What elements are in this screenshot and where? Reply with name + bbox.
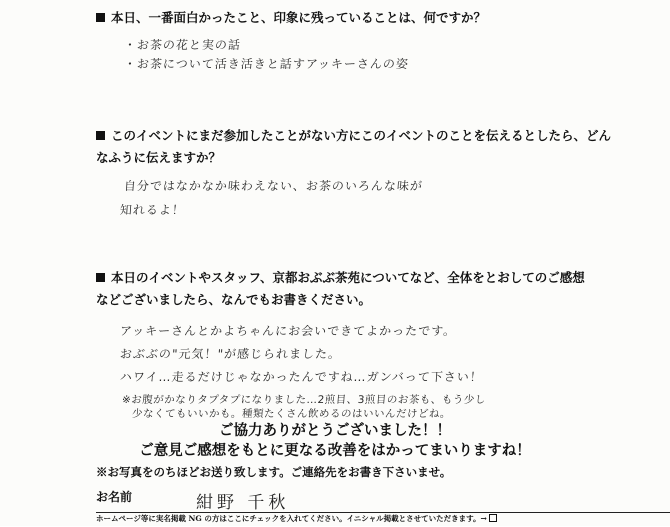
answer-1-line-1: ・お茶の花と実の話 [123, 38, 242, 52]
answer-2-line-1: 自分ではなかなか味わえない、お茶のいろんな味が [123, 179, 424, 193]
thanks-line-1: ご協力ありがとうございました！！ [219, 422, 451, 439]
footer-text: ホームページ等に実名掲載 NG の方はここにチェックを入れてください。イニシャル掲載とさせていただきます。→ [96, 514, 487, 523]
answer-1-line-2: ・お茶について活き活きと話すアッキーさんの姿 [123, 57, 410, 71]
footer-consent [96, 512, 670, 527]
answer-3-line-1: アッキーさんとかよちゃんにお会いできてよかったです。 [119, 324, 457, 338]
bullet-square-icon [96, 13, 105, 22]
question-3-text-line-1: 本日のイベントやスタッフ、京都おぶぶ茶苑についてなど、全体をとおしてのご感想 [111, 270, 585, 285]
photo-note: ※お写真をのちほどお送り致します。ご連絡先をお書き下さいませ。 [96, 465, 452, 479]
name-value: 紺野 千秋 [196, 493, 290, 513]
answer-3-line-2: おぶぶの"元気！"が感じられました。 [119, 347, 342, 361]
question-2-text-line-1: このイベントにまだ参加したことがない方にこのイベントのことを伝えるとしたら、どん [111, 128, 612, 143]
answer-2-line-2: 知れるよ！ [119, 203, 186, 217]
question-1 [96, 8, 486, 28]
question-2-line-2: なふうに伝えますか？ [96, 150, 222, 165]
answer-3-line-3: ハワイ…走るだけじゃなかったんですね…ガンバって下さい！ [119, 370, 484, 384]
thanks-line-2: ご意見ご感想をもとに更なる改善をはかってまいりますね！ [139, 442, 531, 459]
name-label: お名前 [96, 490, 133, 504]
question-3-line-2: などございましたら、なんでもお書きください。 [96, 292, 372, 307]
bullet-square-icon [96, 131, 105, 140]
answer-3-line-5: 少なくてもいいかも。種類たくさん飲めるのはいいんだけどね。 [131, 408, 452, 420]
question-1-text: 本日、一番面白かったこと、印象に残っていることは、何ですか？ [111, 10, 487, 25]
consent-checkbox[interactable] [489, 514, 497, 522]
bullet-square-icon [96, 273, 105, 282]
answer-3-line-4: ※お腹がかなりタプタプになりました…2煎目、3煎目のお茶も、もう少し [121, 394, 487, 406]
question-2 [96, 126, 611, 146]
question-3 [96, 268, 585, 288]
